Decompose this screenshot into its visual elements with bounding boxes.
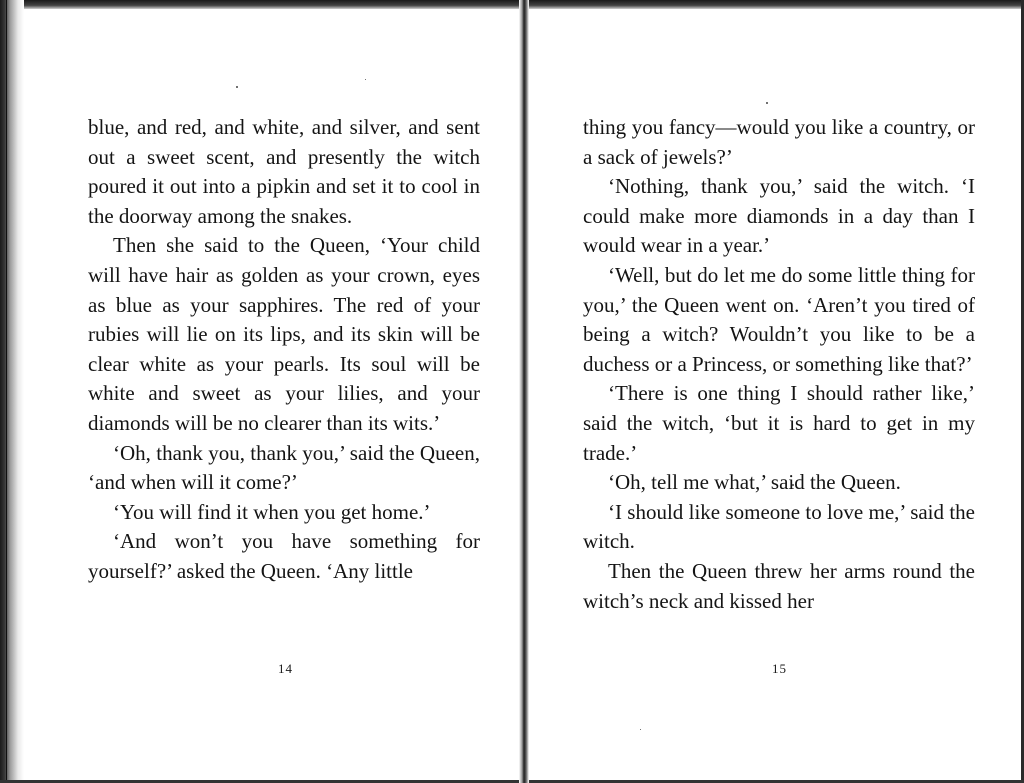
scan-left-edge xyxy=(0,0,24,783)
page-number-right: 15 xyxy=(772,661,787,676)
left-paragraph-4: ‘You will find it when you get home.’ xyxy=(113,499,431,524)
page-number-left: 14 xyxy=(278,661,293,676)
right-page-text xyxy=(583,113,975,616)
right-paragraph-7: Then the Queen threw her arms round the witch’s neck and kissed her xyxy=(583,558,975,613)
book-gutter xyxy=(519,0,529,783)
left-paragraph-3: ‘Oh, thank you, thank you,’ said the Queen, ‘and when will it come?’ xyxy=(88,440,480,495)
scan-speck xyxy=(365,79,366,80)
right-paragraph-1: thing you fancy—would you like a country, or a sack of jewels?’ xyxy=(583,115,975,169)
right-paragraph-4: ‘There is one thing I should rather like,’ said the witch, ‘but it is hard to get in my trade.’ xyxy=(583,381,975,465)
right-paragraph-6: ‘I should like someone to love me,’ said the witch. xyxy=(583,499,975,554)
right-paragraph-5: ‘Oh, tell me what,’ said the Queen. xyxy=(608,470,901,495)
scan-top-edge xyxy=(0,0,1024,9)
left-paragraph-2: Then she said to the Queen, ‘Your child will have hair as golden as your crown, eyes as blue as your sapphires. The red of your rubies will lie on its lips, and its skin will be clear white as your pearls. Its soul will be white and sweet as your lilies, and your diamonds will be no clearer than its wits.’ xyxy=(88,233,480,435)
left-paragraph-5: ‘And won’t you have something for yourself?’ asked the Queen. ‘Any little xyxy=(88,529,480,583)
left-paragraph-1: blue, and red, and white, and silver, and sent out a sweet scent, and presently the witch poured it out into a pipkin and set it to cool in the doorway among the snakes. xyxy=(88,115,480,228)
left-page-text xyxy=(88,113,480,587)
scan-speck xyxy=(640,729,641,730)
scan-speck xyxy=(236,86,238,88)
right-paragraph-3: ‘Well, but do let me do some little thing for you,’ the Queen went on. ‘Aren’t you tired of being a witch? Wouldn’t you like to be a duchess or a Princess, or something like that?’ xyxy=(583,262,975,376)
right-paragraph-2: ‘Nothing, thank you,’ said the witch. ‘I could make more diamonds in a day than I would wear in a year.’ xyxy=(583,174,975,258)
scan-speck xyxy=(766,102,768,104)
